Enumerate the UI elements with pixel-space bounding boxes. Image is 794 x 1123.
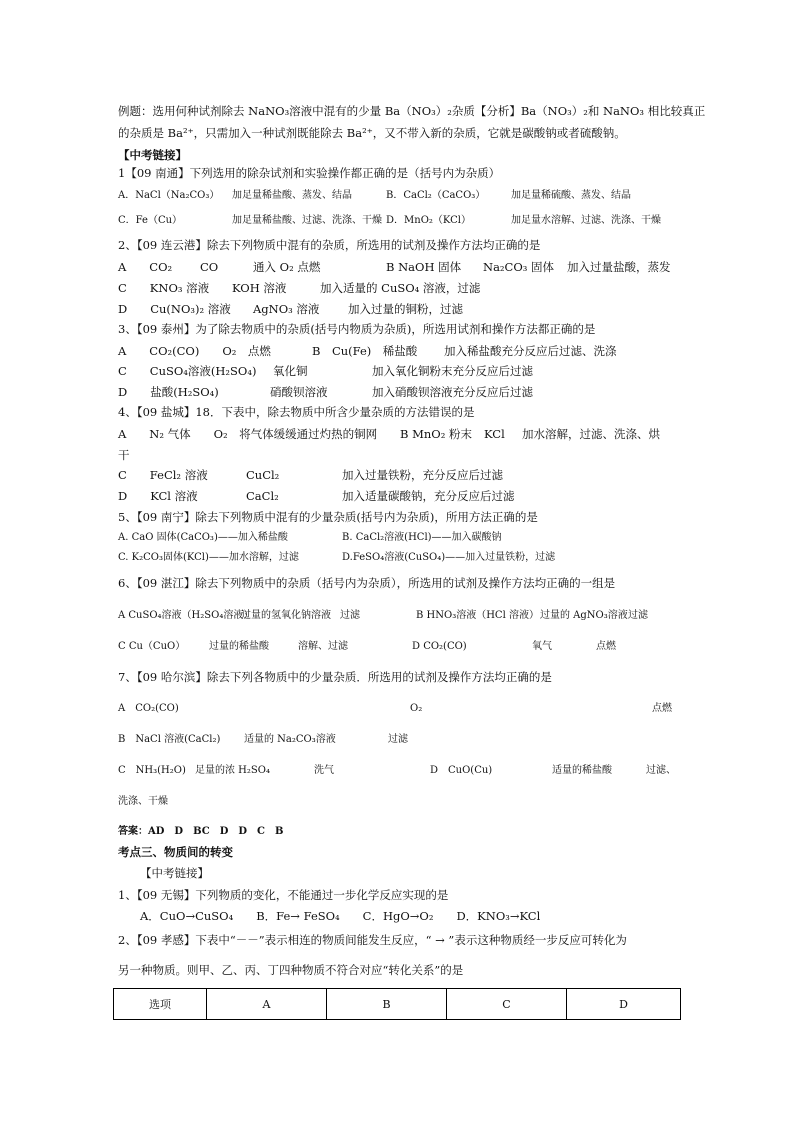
s3-q2-line-2: 另一种物质。则甲、乙、丙、丁四种物质不符合对应“转化关系”的是: [118, 963, 464, 977]
q7-d-2: 适量的稀盐酸: [552, 765, 612, 776]
q4-a-1: A N₂ 气体 O₂ 将气体缓缓通过灼热的铜网: [118, 427, 378, 441]
q7-d-4: 洗涤、干燥: [118, 796, 168, 807]
q3-d-3: 加入硝酸钡溶液充分反应后过滤: [372, 385, 533, 399]
q1-option-a-op: 加足量稀盐酸、蒸发、结晶: [232, 190, 352, 201]
q1-option-a: A．NaCl（Na₂CO₃）: [118, 190, 220, 201]
q6-d-2: 氧气: [532, 641, 552, 652]
q4-c-1: C FeCl₂ 溶液: [118, 468, 208, 482]
conversion-table: [113, 988, 681, 1020]
table-header-cell: B: [327, 989, 447, 1020]
table-header-row: [114, 989, 681, 1020]
q7-a-3: 点燃: [652, 703, 672, 714]
q2-a-1: A CO₂: [118, 260, 173, 274]
q3-stem: 3、【09 泰州】为了除去物质中的杂质(括号内物质为杂质)，所选用试剂和操作方法都正确的是: [118, 322, 596, 336]
q6-a-1: A CuSO₄溶液（H₂SO₄溶液）: [118, 610, 254, 621]
table-header-cell: 选项: [114, 989, 207, 1020]
table-header-cell: C: [447, 989, 567, 1020]
q7-c-1: C NH₃(H₂O): [118, 765, 186, 776]
q4-stem: 4、【09 盐城】18．下表中，除去物质中所含少量杂质的方法错误的是: [118, 405, 475, 419]
q5-option-d: D.FeSO₄溶液(CuSO₄)——加入过量铁粉，过滤: [342, 552, 556, 563]
q7-stem: 7、【09 哈尔滨】除去下列各物质中的少量杂质．所选用的试剂及操作方法均正确的是: [118, 670, 552, 684]
q3-b-2: 加入稀盐酸充分反应后过滤、洗涤: [444, 344, 617, 358]
q3-a-1: A CO₂(CO) O₂ 点燃: [118, 344, 271, 358]
q2-b-2: Na₂CO₃ 固体: [483, 260, 555, 274]
q6-d-3: 点燃: [596, 641, 616, 652]
q4-d-3: 加入适量碳酸钠，充分反应后过滤: [342, 489, 515, 503]
q3-c-3: 加入氧化铜粉末充分反应后过滤: [372, 364, 533, 378]
table-header-cell: A: [207, 989, 327, 1020]
q7-b-2: 适量的 Na₂CO₃溶液: [244, 734, 336, 745]
q4-c-2: CuCl₂: [246, 468, 280, 482]
q6-d-1: D CO₂(CO): [412, 641, 467, 652]
q7-a-2: O₂: [410, 703, 423, 714]
q5-stem: 5、【09 南宁】除去下列物质中混有的少量杂质(括号内为杂质)，所用方法正确的是: [118, 510, 538, 524]
q2-d-2: AgNO₃ 溶液: [253, 302, 320, 316]
q7-b-1: B NaCl 溶液(CaCl₂): [118, 734, 221, 745]
section-3-heading: 考点三、物质间的转变: [118, 845, 233, 859]
q6-c-2: 过量的稀盐酸: [209, 641, 269, 652]
q4-d-2: CaCl₂: [246, 489, 279, 503]
q1-option-d-op: 加足量水溶解、过滤、洗涤、干燥: [511, 215, 661, 226]
q6-b-2: 过量的 AgNO₃溶液: [540, 610, 628, 621]
q6-b-3: 过滤: [628, 610, 648, 621]
q2-a-3: 通入 O₂ 点燃: [253, 260, 321, 274]
q1-option-c-op: 加足量稀盐酸、过滤、洗涤、干燥: [232, 215, 382, 226]
q7-a-1: A CO₂(CO): [118, 703, 179, 714]
q6-a-2: 过量的氢氧化钠溶液: [241, 610, 331, 621]
q5-option-b: B. CaCl₂溶液(HCl)——加入碳酸钠: [342, 532, 502, 543]
q4-c-3: 加入过量铁粉，充分反应后过滤: [342, 468, 503, 482]
q2-d-1: D Cu(NO₃)₂ 溶液: [118, 302, 231, 316]
q4-b-3: 加水溶解，过滤、洗涤、烘: [522, 427, 660, 441]
example-line-1: 例题：选用何种试剂除去 NaNO₃溶液中混有的少量 Ba（NO₃）₂杂质【分析】Ba（NO₃）₂和 NaNO₃ 相比较真正: [118, 104, 706, 118]
q3-c-1: C CuSO₄溶液(H₂SO₄): [118, 364, 257, 378]
q6-a-3: 过滤: [340, 610, 360, 621]
q2-stem: 2、【09 连云港】除去下列物质中混有的杂质，所选用的试剂及操作方法均正确的是: [118, 238, 541, 252]
q3-d-2: 硝酸钡溶液: [270, 385, 328, 399]
q7-d-3: 过滤、: [646, 765, 676, 776]
s3-q1-stem: 1、【09 无锡】下列物质的变化，不能通过一步化学反应实现的是: [118, 888, 449, 902]
q2-c-1: C KNO₃ 溶液: [118, 281, 210, 295]
q4-b-1: B MnO₂ 粉末: [400, 427, 472, 441]
q6-c-3: 溶解、过滤: [298, 641, 348, 652]
q7-d-1: D CuO(Cu): [430, 765, 493, 776]
section-heading: 【中考链接】: [118, 148, 187, 162]
q4-d-1: D KCl 溶液: [118, 489, 198, 503]
q6-c-1: C Cu（CuO）: [118, 641, 186, 652]
q1-option-d: D．MnO₂（KCl）: [386, 215, 471, 226]
q6-b-1: B HNO₃溶液（HCl 溶液）: [416, 610, 539, 621]
q4-b-4: 干: [118, 448, 130, 462]
q2-c-3: 加入适量的 CuSO₄ 溶液，过滤: [320, 281, 481, 295]
q5-option-a: A. CaO 固体(CaCO₃)——加入稀盐酸: [118, 532, 288, 543]
answer-key: 答案：AD D BC D D C B: [118, 826, 284, 837]
q7-c-2: 足量的浓 H₂SO₄: [195, 765, 270, 776]
q6-stem: 6、【09 湛江】除去下列物质中的杂质（括号内为杂质），所选用的试剂及操作方法均正确的一组是: [118, 576, 616, 590]
q4-b-2: KCl: [484, 427, 505, 441]
q2-b-1: B NaOH 固体: [386, 260, 462, 274]
q1-option-b: B．CaCl₂（CaCO₃）: [386, 190, 486, 201]
q3-c-2: 氧化铜: [273, 364, 308, 378]
q3-d-1: D 盐酸(H₂SO₄): [118, 385, 219, 399]
example-line-2: 的杂质是 Ba²⁺，只需加入一种试剂既能除去 Ba²⁺，又不带入新的杂质，它就是碳酸钠或者硫酸钠。: [118, 126, 626, 140]
q2-d-3: 加入过量的铜粉，过滤: [348, 302, 463, 316]
q3-b-1: B Cu(Fe) 稀盐酸: [312, 344, 418, 358]
s3-q2-line-1: 2、【09 孝感】下表中“－－”表示相连的物质间能发生反应，“ → ”表示这种物质经一步反应可转化为: [118, 933, 627, 947]
q7-b-3: 过滤: [388, 734, 408, 745]
q7-c-3: 洗气: [314, 765, 334, 776]
q1-option-b-op: 加足量稀硫酸、蒸发、结晶: [511, 190, 631, 201]
q1-stem: 1【09 南通】下列选用的除杂试剂和实验操作都正确的是（括号内为杂质）: [118, 166, 501, 180]
q1-option-c: C．Fe（Cu）: [118, 215, 183, 226]
section-3-subheading: 【中考链接】: [140, 866, 209, 880]
s3-q1-options: A．CuO→CuSO₄ B．Fe→ FeSO₄ C．HgO→O₂ D．KNO₃→KCl: [140, 909, 541, 923]
table-header-cell: D: [567, 989, 681, 1020]
q5-option-c: C. K₂CO₃固体(KCl)——加水溶解，过滤: [118, 552, 299, 563]
q2-b-3: 加入过量盐酸，蒸发: [567, 260, 671, 274]
q2-c-2: KOH 溶液: [232, 281, 287, 295]
q2-a-2: CO: [200, 260, 219, 274]
